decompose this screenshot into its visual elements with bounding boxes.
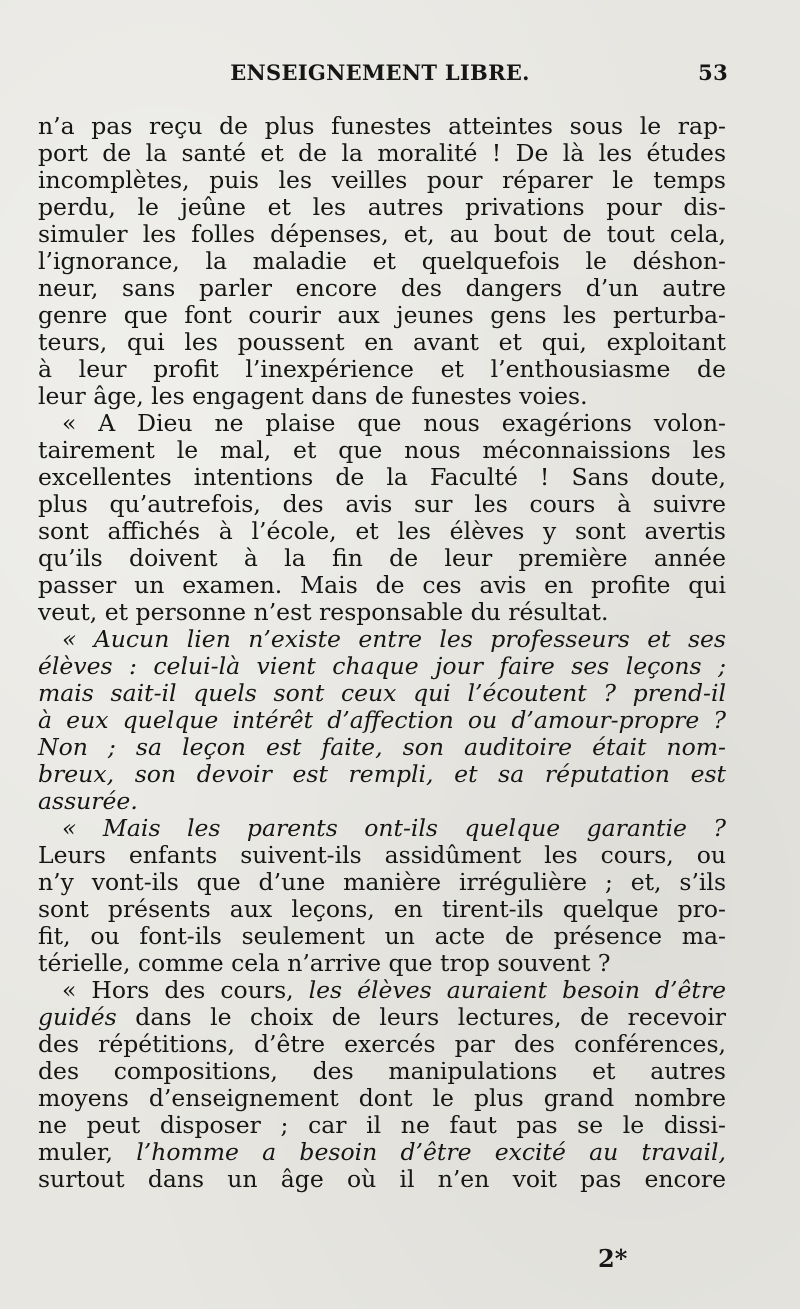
body-text	[38, 113, 726, 1193]
text-line-19: veut, et personne n’est responsable du résultat.	[38, 598, 609, 626]
text-line-14: excellentes intentions de la Faculté ! Sans doute,	[38, 463, 726, 491]
text-line-39-roman: muler,	[38, 1138, 137, 1166]
running-head-title: ENSEIGNEMENT LIBRE.	[230, 60, 530, 85]
text-line-3: incomplètes, puis les veilles pour réparer le temps	[38, 166, 726, 194]
text-line-29: n’y vont-ils que d’une manière irrégulière ; et, s’ils	[38, 868, 726, 896]
page-number: 53	[698, 60, 728, 85]
text-line-25: breux, son devoir est rempli, et sa réputation est	[38, 760, 726, 788]
text-line-5: simuler les folles dépenses, et, au bout de tout cela,	[38, 220, 726, 248]
text-line-4: perdu, le jeûne et les autres privations pour dis-	[38, 193, 726, 221]
text-line-1: n’a pas reçu de plus funestes atteintes sous le rap-	[38, 112, 726, 140]
text-line-26: assurée.	[38, 787, 138, 815]
text-line-6: l’ignorance, la maladie et quelquefois le déshon-	[38, 247, 726, 275]
text-line-16: sont affichés à l’école, et les élèves y sont avertis	[38, 517, 726, 545]
text-line-18: passer un examen. Mais de ces avis en profite qui	[38, 571, 726, 599]
text-line-34	[38, 1004, 726, 1031]
text-line-24: Non ; sa leçon est faite, son auditoire était nom-	[38, 733, 726, 761]
text-line-22: mais sait-il quels sont ceux qui l’écoutent ? prend-il	[38, 679, 726, 707]
text-line-39-italic: l’homme a besoin d’être excité au travail,	[136, 1138, 726, 1166]
text-line-17: qu’ils doivent à la fin de leur première année	[38, 544, 726, 572]
text-line-11: leur âge, les engagent dans de funestes voies.	[38, 382, 588, 410]
text-line-30: sont présents aux leçons, en tirent-ils quelque pro-	[38, 895, 726, 923]
text-line-33-roman: « Hors des cours,	[62, 976, 309, 1004]
text-line-34-italic: guidés	[38, 1003, 117, 1031]
text-line-33-italic: les élèves auraient besoin d’être	[308, 976, 726, 1004]
text-line-34-roman: dans le choix de leurs lectures, de recevoir	[116, 1003, 726, 1031]
text-line-37: moyens d’enseignement dont le plus grand nombre	[38, 1084, 726, 1112]
running-head	[40, 60, 728, 94]
text-line-10: à leur profit l’inexpérience et l’enthousiasme de	[38, 355, 726, 383]
text-line-33	[38, 977, 726, 1004]
text-line-12: « A Dieu ne plaise que nous exagérions volon-	[62, 409, 726, 437]
text-line-32: térielle, comme cela n’arrive que trop souvent ?	[38, 949, 611, 977]
text-line-21: élèves : celui-là vient chaque jour faire ses leçons ;	[38, 652, 726, 680]
signature-mark: 2*	[598, 1244, 628, 1273]
text-line-36: des compositions, des manipulations et autres	[38, 1057, 726, 1085]
text-line-40: surtout dans un âge où il n’en voit pas encore	[38, 1165, 726, 1193]
text-line-31: fit, ou font-ils seulement un acte de présence ma-	[38, 922, 726, 950]
text-line-9: teurs, qui les poussent en avant et qui, exploitant	[38, 328, 726, 356]
text-line-28: Leurs enfants suivent-ils assidûment les cours, ou	[38, 841, 726, 869]
text-line-23: à eux quelque intérêt d’affection ou d’amour-propre ?	[38, 706, 726, 734]
text-line-20: « Aucun lien n’existe entre les professeurs et ses	[62, 625, 726, 653]
text-line-38: ne peut disposer ; car il ne faut pas se le dissi-	[38, 1111, 726, 1139]
text-line-15: plus qu’autrefois, des avis sur les cours à suivre	[38, 490, 726, 518]
text-line-13: tairement le mal, et que nous méconnaissions les	[38, 436, 726, 464]
text-line-7: neur, sans parler encore des dangers d’un autre	[38, 274, 726, 302]
text-line-39	[38, 1139, 726, 1166]
text-line-8: genre que font courir aux jeunes gens les perturba-	[38, 301, 726, 329]
text-line-2: port de la santé et de la moralité ! De là les études	[38, 139, 726, 167]
text-line-35: des répétitions, d’être exercés par des conférences,	[38, 1030, 726, 1058]
text-line-27: « Mais les parents ont-ils quelque garantie ?	[62, 814, 726, 842]
